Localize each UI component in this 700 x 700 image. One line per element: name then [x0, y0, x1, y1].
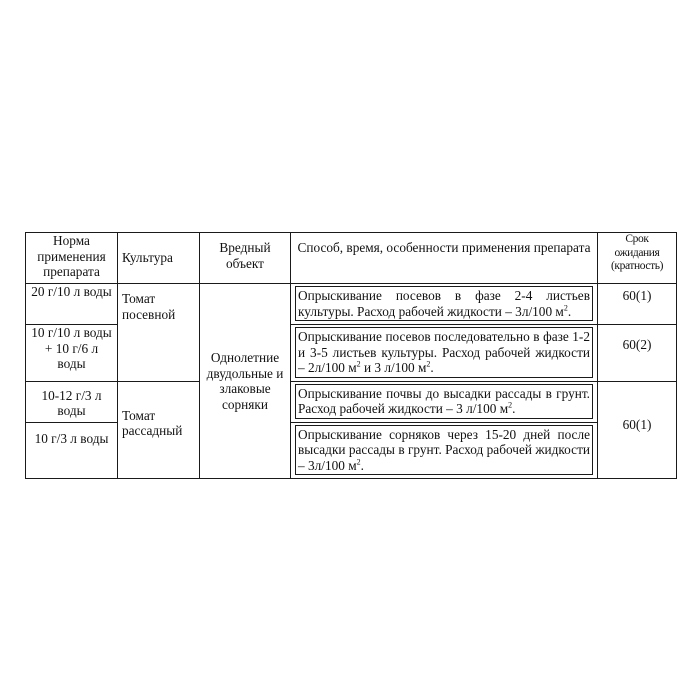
- method-tail: .: [360, 457, 364, 473]
- method-sup: 2: [508, 400, 513, 410]
- waiting-cell: 60(2): [598, 325, 677, 382]
- method-tail: .: [430, 360, 434, 375]
- table-row: [26, 381, 677, 422]
- norm-cell: 10-12 г/3 л воды: [26, 381, 118, 422]
- method-cell: [291, 284, 598, 325]
- method-sup: 2: [563, 303, 568, 313]
- norm-cell: 20 г/10 л воды: [26, 284, 118, 325]
- culture-cell-sowing: Томат посевной: [118, 284, 200, 382]
- waiting-cell: 60(1): [598, 284, 677, 325]
- header-target: Вредный объект: [200, 233, 291, 284]
- header-norm: Норма применения препарата: [26, 233, 118, 284]
- method-cell: [291, 381, 598, 422]
- method-text: Опрыскивание сорняков через 15-20 дней после высадки рассады в грунт. Расход рабочей жидкости – 3л/100 м: [298, 426, 590, 473]
- method-text: Опрыскивание почвы до высадки рассады в грунт. Расход рабочей жидкости – 3 л/100 м: [298, 385, 590, 416]
- header-method: Способ, время, особенности применения препарата: [291, 233, 598, 284]
- method-text: Опрыскивание посевов в фазе 2-4 листьев культуры. Расход рабочей жидкости – 3л/100 м: [298, 288, 590, 319]
- table-header-row: [26, 233, 677, 284]
- norm-cell: 10 г/3 л воды: [26, 422, 118, 479]
- method-sup-2: 2: [426, 359, 431, 369]
- header-waiting: Срок ожидания (кратность): [598, 233, 677, 284]
- method-mid: и 3 л/100 м: [360, 360, 427, 375]
- application-rates-table: [25, 232, 677, 479]
- method-sup: 2: [356, 359, 361, 369]
- table-row: [26, 284, 677, 325]
- method-sup: 2: [356, 457, 361, 467]
- method-text: Опрыскивание посевов последовательно в фазе 1-2 и 3-5 листьев культуры. Расход рабочей жидкости – 2л/100 м: [298, 329, 590, 375]
- method-cell: [291, 325, 598, 382]
- method-cell: [291, 422, 598, 479]
- waiting-cell-seedling: 60(1): [598, 381, 677, 479]
- header-culture: Культура: [118, 233, 200, 284]
- norm-cell: 10 г/10 л воды + 10 г/6 л воды: [26, 325, 118, 382]
- target-cell: Однолетние двудольные и злаковые сорняки: [200, 284, 291, 479]
- method-tail: .: [512, 401, 516, 416]
- culture-cell-seedling: Томат рассадный: [118, 381, 200, 479]
- method-tail: .: [567, 303, 572, 319]
